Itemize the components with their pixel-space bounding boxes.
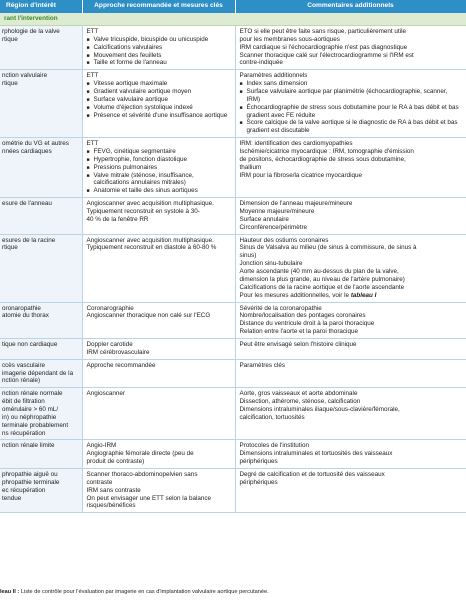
bullet-item: ■ Index sans dimension — [240, 80, 463, 88]
approach-line: Doppler carotide — [86, 340, 133, 348]
comment-line: Sévérité de la coronaropathie — [239, 304, 322, 312]
region-line: ccès vasculaire — [2, 361, 46, 369]
comment-line: Dissection, athérome, sténose, calcification — [239, 398, 361, 406]
table-row — [0, 468, 466, 512]
comments-cell — [235, 198, 466, 234]
table-row — [0, 26, 466, 70]
bullet-item: ■ Valve mitrale (sténose, insuffisance, calcifications annulaires mitrales) — [87, 172, 231, 188]
region-cell — [0, 198, 82, 234]
comments-cell — [235, 440, 466, 469]
comment-line: Surface annulaire — [239, 215, 289, 223]
approach-cell — [82, 468, 235, 512]
comment-line: Moyenne majeure/mineure — [239, 208, 315, 216]
region-line: ébit de filtration — [2, 398, 45, 406]
bullet-list — [87, 36, 231, 67]
region-line: tendue — [2, 494, 22, 502]
bullet-item: ■ Score calcique de la valve aortique si le diagnostic de RA à bas débit et bas gradient est discutable — [240, 119, 463, 135]
region-line: nction valvulaire — [2, 72, 48, 80]
bullet-item: ■ Pressions pulmonaires — [87, 164, 231, 172]
section-row — [0, 13, 466, 26]
comment-line: Aorte ascendante (40 mm au-dessus du plan de la valve, — [239, 268, 399, 276]
comment-line: Circonférence/périmètre — [239, 223, 308, 231]
table-header — [0, 0, 466, 13]
bullet-item: ■ Hypertrophie, fonction diastolique — [87, 156, 231, 164]
bullet-item: ■ FEVG, cinétique segmentaire — [87, 148, 231, 156]
comment-line: Relation entre l'aorte et la paroi thoracique — [239, 328, 358, 336]
region-line: omérulaire > 60 mL/ — [2, 405, 59, 413]
region-line: nction rénale normale — [2, 390, 63, 398]
bullet-list — [87, 80, 231, 119]
comment-line: périphériques — [239, 458, 278, 466]
bullet-item: ■ Présence et sévérité d'une insuffisance aortique — [87, 112, 231, 120]
approach-cell — [82, 138, 235, 198]
comment-line: Dimensions intraluminales iliaque/sous-clavière/fémorale, — [239, 405, 400, 413]
bullet-item: ■ Échocardiographie de stress sous dobutamine pour le RA à bas débit et bas gradient avec FE réduite — [240, 104, 463, 120]
approach-cell — [82, 198, 235, 234]
header-approach: Approche recommandée et mesures clés — [82, 0, 235, 13]
comment-line: Scanner thoracique calé sur l'électrocardiogramme si l'IRM est — [239, 51, 414, 59]
comment-line: IRM cardiaque si l'échocardiographie n'est pas diagnostique — [239, 43, 408, 51]
approach-line: ETT — [86, 140, 99, 148]
approach-line: Angiographie fémorale directe (peu de — [86, 450, 194, 458]
region-line: ns récupération — [2, 429, 46, 437]
region-line: atomie du thorax — [2, 312, 49, 320]
approach-cell — [82, 302, 235, 338]
approach-line: 40 % de la fenêtre RR — [86, 215, 149, 223]
region-cell — [0, 138, 82, 198]
approach-line: IRM cérébrovasculaire — [86, 348, 150, 356]
comment-line: Nombre/localisation des pontages coronaires — [239, 312, 366, 320]
table-row — [0, 388, 466, 440]
caption-text: Liste de contrôle pour l'évaluation par imagerie en cas d'implantation valvulaire aortique percutanée. — [19, 589, 269, 595]
comment-line: Dimensions intraluminales et tortuosités des vaisseaux — [239, 450, 393, 458]
comment-line: IRM pour la fibrose/la cicatrice myocardique — [239, 171, 362, 179]
comment-line: de positons, échocardiographie de stress sous dobutamine, — [239, 155, 406, 163]
bullet-item: ■ Anatomie et taille des sinus aortiques — [87, 187, 231, 195]
comment-line: Peut être envisagé selon l'histoire clinique — [239, 340, 357, 348]
approach-line: IRM sans contraste — [86, 486, 141, 494]
approach-cell — [82, 388, 235, 440]
region-cell — [0, 440, 82, 469]
bullet-item: ■ Calcifications valvulaires — [87, 44, 231, 52]
comments-cell — [235, 234, 466, 302]
table-row — [0, 302, 466, 338]
bullet-item: ■ Volume d'éjection systolique indexé — [87, 104, 231, 112]
region-line: rtique — [2, 244, 18, 252]
comment-line: Degré de calcification et de tortuosité des vaisseaux — [239, 470, 385, 478]
comment-line: Ischémie/cicatrice myocardique : IRM, tomographie d'émission — [239, 148, 414, 156]
approach-cell — [82, 234, 235, 302]
bullet-item: ■ Taille et forme de l'anneau — [87, 59, 231, 67]
bullet-item: ■ Surface valvulaire aortique — [87, 96, 231, 104]
bullet-list — [240, 80, 463, 135]
comment-line: périphériques — [239, 478, 278, 486]
comment-line: Distance du ventricule droit à la paroi thoracique — [239, 320, 375, 328]
bullet-list — [87, 148, 231, 195]
region-line: in) ou néphropathie — [2, 413, 57, 421]
approach-line: Angioscanner thoracique non calé sur l'ECG — [86, 312, 211, 320]
comment-line: thallium — [239, 163, 262, 171]
table-row — [0, 198, 466, 234]
table-row — [0, 138, 466, 198]
table-row — [0, 440, 466, 469]
bullet-item: ■ Valve tricuspide, bicuspide ou unicuspide — [87, 36, 231, 44]
approach-line: risques/bénéfices — [86, 502, 136, 510]
table-caption — [0, 589, 466, 595]
region-line: oronaropathie — [2, 304, 41, 312]
region-line: tique non cardiaque — [2, 340, 58, 348]
approach-cell — [82, 359, 235, 388]
comment-line: Calcifications de la racine aortique et de l'aorte ascendante — [239, 283, 405, 291]
comment-line: Sinus de Valsalva au milieu (de sinus à commissure, de sinus à — [239, 244, 417, 252]
table-row — [0, 70, 466, 138]
comments-cell — [235, 338, 466, 359]
header-region: Région d'intérêt — [0, 0, 82, 13]
caption-label: leau II : — [0, 589, 20, 595]
region-line: nction rénale) — [2, 377, 41, 385]
approach-line: Typiquement reconstruit en diastole à 60-80 % — [86, 244, 217, 252]
comment-reference — [240, 292, 463, 300]
region-cell — [0, 302, 82, 338]
region-line: imagerie dépendant de la — [2, 369, 74, 377]
region-cell — [0, 388, 82, 440]
approach-line: ETT — [86, 28, 99, 35]
region-cell — [0, 468, 82, 512]
reference-table-link: tableau I — [350, 291, 377, 299]
region-line: ec récupération — [2, 486, 46, 494]
region-line: rtique — [2, 35, 18, 43]
comments-cell — [235, 26, 466, 70]
bullet-item: ■ Mouvement des feuillets — [87, 52, 231, 60]
bullet-item: ■ Vitesse aortique maximale — [87, 80, 231, 88]
table-row — [0, 338, 466, 359]
reference-text: Pour les mesures additionnelles, voir le — [239, 291, 351, 299]
comments-cell — [235, 70, 466, 138]
approach-line: Scanner thoraco-abdominopelvien sans — [86, 470, 198, 478]
table-body — [0, 13, 466, 513]
comment-line: Paramètres clés — [239, 361, 285, 369]
comment-line: Aorte, gros vaisseaux et aorte abdominale — [239, 390, 358, 398]
approach-line: Typiquement reconstruit en systole à 30- — [86, 208, 200, 216]
comment-line: Hauteur des ostiums coronaires — [239, 236, 329, 244]
table-row — [0, 359, 466, 388]
approach-line: Approche recommandée — [86, 361, 156, 369]
region-line: esures de la racine — [2, 236, 56, 244]
comment-line: pour les membranes sous-aortiques — [239, 35, 340, 43]
comment-line: dimension la plus grande, au niveau de l'artère pulmonaire) — [239, 275, 405, 283]
header-comments: Commentaires additionnels — [235, 0, 466, 13]
approach-line: contraste — [86, 478, 113, 486]
bullet-item: ■ Surface valvulaire aortique par planimétrie (échocardiographie, scanner, IRM) — [240, 88, 463, 104]
approach-line: ETT — [86, 72, 99, 80]
comment-line: sinus) — [239, 252, 257, 260]
approach-line: Angioscanner — [86, 390, 126, 398]
region-cell — [0, 26, 82, 70]
comments-cell — [235, 359, 466, 388]
region-line: phropathie terminale — [2, 478, 60, 486]
comment-line: contre-indiquée — [239, 59, 283, 67]
comments-cell — [235, 468, 466, 512]
region-line: phropathie aiguë ou — [2, 470, 58, 478]
approach-line: Coronarographie — [86, 304, 134, 312]
comment-line: Dimension de l'anneau majeure/mineure — [239, 200, 353, 208]
comment-line: IRM: identification des cardiomyopathies — [239, 140, 353, 148]
comments-cell — [235, 138, 466, 198]
region-line: terminale probablement — [2, 421, 69, 429]
region-cell — [0, 234, 82, 302]
approach-cell — [82, 26, 235, 70]
approach-line: On peut envisager une ETT selon la balance — [86, 494, 212, 502]
approach-cell — [82, 440, 235, 469]
comment-line: Paramètres additionnels — [239, 72, 308, 80]
comments-cell — [235, 302, 466, 338]
comment-line: ETO si elle peut être faite sans risque, particulièrement utile — [239, 28, 406, 35]
comment-line: Jonction sinu-tubulaire — [239, 260, 303, 268]
region-line: ométrie du VG et autres — [2, 140, 69, 148]
approach-cell — [82, 70, 235, 138]
comment-line: calcification, tortuosités — [239, 413, 305, 421]
region-line: nction rénale limite — [2, 442, 55, 450]
region-cell — [0, 338, 82, 359]
region-line: rphologie de la valve — [2, 28, 60, 35]
section-title: rant l'intervention — [0, 13, 466, 26]
approach-line: Angioscanner avec acquisition multiphasique. — [86, 236, 214, 244]
region-line: esure de l'anneau — [2, 200, 52, 208]
comment-line: Protocoles de l'institution — [239, 442, 309, 450]
approach-line: produit de contraste) — [86, 458, 145, 466]
region-line: nnées cardiaques — [2, 148, 52, 156]
bullet-item: ■ Gradient valvulaire aortique moyen — [87, 88, 231, 96]
region-line: rtique — [2, 80, 18, 88]
comments-cell — [235, 388, 466, 440]
region-cell — [0, 359, 82, 388]
approach-line: Angio-IRM — [86, 442, 117, 450]
approach-cell — [82, 338, 235, 359]
region-cell — [0, 70, 82, 138]
table-row — [0, 234, 466, 302]
approach-line: Angioscanner avec acquisition multiphasique. — [86, 200, 214, 208]
